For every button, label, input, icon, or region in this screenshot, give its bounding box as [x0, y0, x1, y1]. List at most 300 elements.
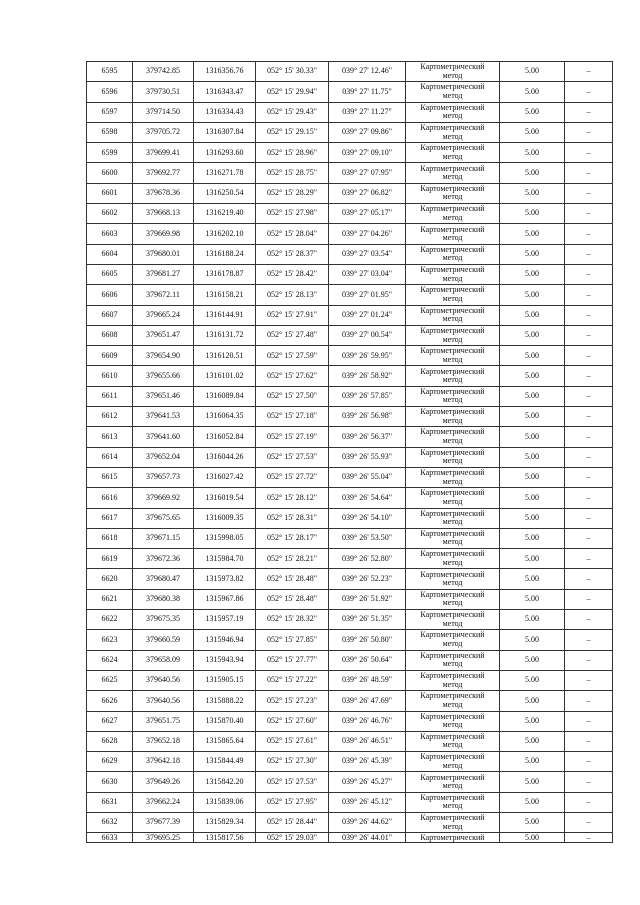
precision-cell: 5.00 [500, 122, 565, 142]
longitude-cell: 039° 27' 11.27" [329, 102, 406, 122]
method-line-1: Картометрический [420, 650, 485, 660]
method-cell [406, 508, 500, 528]
x-coordinate-cell: 379742.85 [133, 62, 194, 82]
point-number-cell: 6608 [87, 325, 133, 345]
method-line-2: метод [442, 557, 463, 567]
x-coordinate-cell: 379675.35 [133, 610, 194, 630]
longitude-cell: 039° 27' 11.75" [329, 82, 406, 102]
x-coordinate-cell: 379672.36 [133, 549, 194, 569]
latitude-cell: 052° 15' 27.30" [256, 752, 329, 772]
method-line-2: метод [442, 253, 463, 263]
precision-cell: 5.00 [500, 244, 565, 264]
latitude-cell: 052° 15' 27.77" [256, 650, 329, 670]
method-line-1: Картометрический [420, 711, 485, 721]
x-coordinate-cell: 379640.56 [133, 691, 194, 711]
longitude-cell: 039° 26' 58.92" [329, 366, 406, 386]
description-cell: – [565, 610, 613, 630]
y-coordinate-cell: 1315973.82 [194, 569, 256, 589]
latitude-cell: 052° 15' 29.94" [256, 82, 329, 102]
method-cell [406, 163, 500, 183]
method-line-2: метод [442, 192, 463, 202]
y-coordinate-cell: 1316188.24 [194, 244, 256, 264]
method-line-2: метод [442, 456, 463, 466]
method-line-1: Картометрический [420, 468, 485, 478]
description-cell: – [565, 731, 613, 751]
point-number-cell: 6600 [87, 163, 133, 183]
latitude-cell: 052° 15' 29.03" [256, 833, 329, 843]
table-row [87, 264, 613, 284]
method-line-1: Картометрический [420, 691, 485, 701]
latitude-cell: 052° 15' 27.53" [256, 447, 329, 467]
method-line-2: метод [442, 435, 463, 445]
x-coordinate-cell: 379681.27 [133, 264, 194, 284]
point-number-cell: 6621 [87, 589, 133, 609]
description-cell: – [565, 650, 613, 670]
x-coordinate-cell: 379654.90 [133, 346, 194, 366]
point-number-cell: 6626 [87, 691, 133, 711]
y-coordinate-cell: 1315817.56 [194, 833, 256, 843]
y-coordinate-cell: 1315842.20 [194, 772, 256, 792]
y-coordinate-cell: 1316356.76 [194, 62, 256, 82]
precision-cell: 5.00 [500, 447, 565, 467]
longitude-cell: 039° 26' 45.27" [329, 772, 406, 792]
description-cell: – [565, 163, 613, 183]
table-row [87, 833, 613, 843]
table-row [87, 244, 613, 264]
description-cell: – [565, 508, 613, 528]
method-cell [406, 224, 500, 244]
latitude-cell: 052° 15' 27.19" [256, 427, 329, 447]
method-line-1: Картометрический [420, 163, 485, 173]
y-coordinate-cell: 1316089.84 [194, 386, 256, 406]
latitude-cell: 052° 15' 27.62" [256, 366, 329, 386]
description-cell: – [565, 488, 613, 508]
precision-cell: 5.00 [500, 833, 565, 843]
point-number-cell: 6601 [87, 183, 133, 203]
method-line-2: метод [442, 720, 463, 730]
description-cell: – [565, 183, 613, 203]
method-line-1: Картометрический [420, 792, 485, 802]
precision-cell: 5.00 [500, 792, 565, 812]
description-cell: – [565, 143, 613, 163]
method-line-1: Картометрический [420, 447, 485, 457]
description-cell: – [565, 752, 613, 772]
longitude-cell: 039° 26' 54.10" [329, 508, 406, 528]
x-coordinate-cell: 379660.59 [133, 630, 194, 650]
method-line-1: Картометрический [420, 772, 485, 782]
longitude-cell: 039° 26' 48.59" [329, 670, 406, 690]
latitude-cell: 052° 15' 28.75" [256, 163, 329, 183]
method-cell [406, 812, 500, 832]
method-line-1: Картометрический [420, 224, 485, 234]
latitude-cell: 052° 15' 29.43" [256, 102, 329, 122]
method-line-1: Картометрический [420, 488, 485, 498]
table-row [87, 204, 613, 224]
method-line-1: Картометрический [420, 813, 485, 823]
description-cell: – [565, 670, 613, 690]
longitude-cell: 039° 26' 46.51" [329, 731, 406, 751]
coordinates-table [86, 61, 613, 843]
table-row [87, 305, 613, 325]
longitude-cell: 039° 26' 54.64" [329, 488, 406, 508]
x-coordinate-cell: 379672.11 [133, 285, 194, 305]
description-cell: – [565, 589, 613, 609]
method-line-2: метод [442, 233, 463, 243]
x-coordinate-cell: 379680.47 [133, 569, 194, 589]
longitude-cell: 039° 27' 06.82" [329, 183, 406, 203]
table-row [87, 630, 613, 650]
longitude-cell: 039° 26' 52.23" [329, 569, 406, 589]
point-number-cell: 6618 [87, 528, 133, 548]
latitude-cell: 052° 15' 28.42" [256, 264, 329, 284]
point-number-cell: 6622 [87, 610, 133, 630]
description-cell: – [565, 204, 613, 224]
y-coordinate-cell: 1315967.86 [194, 589, 256, 609]
table-row [87, 589, 613, 609]
x-coordinate-cell: 379662.24 [133, 792, 194, 812]
method-line-2: метод [442, 598, 463, 608]
latitude-cell: 052° 15' 29.15" [256, 122, 329, 142]
table-row [87, 508, 613, 528]
y-coordinate-cell: 1315984.70 [194, 549, 256, 569]
point-number-cell: 6597 [87, 102, 133, 122]
latitude-cell: 052° 15' 27.61" [256, 731, 329, 751]
method-line-2: метод [442, 111, 463, 121]
point-number-cell: 6613 [87, 427, 133, 447]
y-coordinate-cell: 1315957.19 [194, 610, 256, 630]
precision-cell: 5.00 [500, 488, 565, 508]
description-cell: – [565, 407, 613, 427]
latitude-cell: 052° 15' 28.13" [256, 285, 329, 305]
method-cell [406, 589, 500, 609]
description-cell: – [565, 62, 613, 82]
table-row [87, 346, 613, 366]
longitude-cell: 039° 26' 56.37" [329, 427, 406, 447]
precision-cell: 5.00 [500, 386, 565, 406]
table-row [87, 731, 613, 751]
x-coordinate-cell: 379652.18 [133, 731, 194, 751]
latitude-cell: 052° 15' 28.96" [256, 143, 329, 163]
method-line-1: Картометрический [420, 143, 485, 153]
method-cell [406, 549, 500, 569]
longitude-cell: 039° 26' 52.80" [329, 549, 406, 569]
description-cell: – [565, 82, 613, 102]
method-line-2: метод [442, 273, 463, 283]
table-row [87, 386, 613, 406]
point-number-cell: 6629 [87, 752, 133, 772]
table-row [87, 812, 613, 832]
table-row [87, 183, 613, 203]
method-line-1: Картометрический [420, 123, 485, 133]
x-coordinate-cell: 379678.36 [133, 183, 194, 203]
description-cell: – [565, 772, 613, 792]
method-line-2: метод [442, 638, 463, 648]
y-coordinate-cell: 1316064.35 [194, 407, 256, 427]
method-line-2: метод [442, 70, 463, 80]
latitude-cell: 052° 15' 27.72" [256, 467, 329, 487]
table-row [87, 224, 613, 244]
method-line-2: метод [442, 578, 463, 588]
longitude-cell: 039° 27' 01.95" [329, 285, 406, 305]
x-coordinate-cell: 379640.56 [133, 670, 194, 690]
table-row [87, 792, 613, 812]
point-number-cell: 6631 [87, 792, 133, 812]
method-line-2: метод [442, 314, 463, 324]
description-cell: – [565, 528, 613, 548]
x-coordinate-cell: 379677.39 [133, 812, 194, 832]
description-cell: – [565, 792, 613, 812]
table-row [87, 325, 613, 345]
precision-cell: 5.00 [500, 224, 565, 244]
method-line-2: метод [442, 131, 463, 141]
precision-cell: 5.00 [500, 366, 565, 386]
y-coordinate-cell: 1315943.94 [194, 650, 256, 670]
method-line-1: Картометрический [420, 833, 485, 843]
longitude-cell: 039° 27' 00.54" [329, 325, 406, 345]
point-number-cell: 6611 [87, 386, 133, 406]
point-number-cell: 6602 [87, 204, 133, 224]
method-cell [406, 62, 500, 82]
method-cell [406, 102, 500, 122]
method-line-1: Картометрический [420, 285, 485, 295]
table-body [87, 62, 613, 843]
method-line-2: метод [442, 334, 463, 344]
latitude-cell: 052° 15' 28.48" [256, 589, 329, 609]
method-cell [406, 82, 500, 102]
method-line-1: Картометрический [420, 244, 485, 254]
point-number-cell: 6596 [87, 82, 133, 102]
point-number-cell: 6599 [87, 143, 133, 163]
method-line-1: Картометрический [420, 549, 485, 559]
method-line-1: Картометрический [420, 407, 485, 417]
method-line-1: Картометрический [420, 528, 485, 538]
y-coordinate-cell: 1316343.47 [194, 82, 256, 102]
x-coordinate-cell: 379671.15 [133, 528, 194, 548]
point-number-cell: 6616 [87, 488, 133, 508]
precision-cell: 5.00 [500, 549, 565, 569]
description-cell: – [565, 224, 613, 244]
longitude-cell: 039° 26' 50.64" [329, 650, 406, 670]
method-cell [406, 752, 500, 772]
x-coordinate-cell: 379641.53 [133, 407, 194, 427]
method-cell [406, 244, 500, 264]
method-line-1: Картометрический [420, 265, 485, 275]
method-line-2: метод [442, 517, 463, 527]
method-cell [406, 346, 500, 366]
description-cell: – [565, 812, 613, 832]
method-cell [406, 447, 500, 467]
precision-cell: 5.00 [500, 650, 565, 670]
y-coordinate-cell: 1316178.87 [194, 264, 256, 284]
table-row [87, 427, 613, 447]
x-coordinate-cell: 379680.01 [133, 244, 194, 264]
precision-cell: 5.00 [500, 508, 565, 528]
latitude-cell: 052° 15' 27.60" [256, 711, 329, 731]
table-row [87, 752, 613, 772]
latitude-cell: 052° 15' 27.59" [256, 346, 329, 366]
x-coordinate-cell: 379705.72 [133, 122, 194, 142]
precision-cell: 5.00 [500, 346, 565, 366]
y-coordinate-cell: 1316219.40 [194, 204, 256, 224]
x-coordinate-cell: 379651.47 [133, 325, 194, 345]
method-cell [406, 670, 500, 690]
method-line-2: метод [442, 476, 463, 486]
x-coordinate-cell: 379669.92 [133, 488, 194, 508]
longitude-cell: 039° 26' 46.76" [329, 711, 406, 731]
latitude-cell: 052° 15' 27.48" [256, 325, 329, 345]
method-line-1: Картометрический [420, 386, 485, 396]
table-row [87, 549, 613, 569]
method-line-2: метод [442, 354, 463, 364]
description-cell: – [565, 244, 613, 264]
x-coordinate-cell: 379658.09 [133, 650, 194, 670]
precision-cell: 5.00 [500, 427, 565, 447]
latitude-cell: 052° 15' 28.48" [256, 569, 329, 589]
description-cell: – [565, 467, 613, 487]
method-line-1: Картометрический [420, 366, 485, 376]
precision-cell: 5.00 [500, 102, 565, 122]
method-line-2: метод [442, 699, 463, 709]
x-coordinate-cell: 379652.04 [133, 447, 194, 467]
method-line-1: Картометрический [420, 305, 485, 315]
table-row [87, 670, 613, 690]
method-line-1: Картометрический [420, 731, 485, 741]
x-coordinate-cell: 379730.51 [133, 82, 194, 102]
method-cell [406, 731, 500, 751]
method-cell [406, 143, 500, 163]
longitude-cell: 039° 26' 51.35" [329, 610, 406, 630]
point-number-cell: 6614 [87, 447, 133, 467]
point-number-cell: 6610 [87, 366, 133, 386]
description-cell: – [565, 366, 613, 386]
longitude-cell: 039° 27' 07.95" [329, 163, 406, 183]
point-number-cell: 6623 [87, 630, 133, 650]
method-cell [406, 366, 500, 386]
precision-cell: 5.00 [500, 772, 565, 792]
y-coordinate-cell: 1316027.42 [194, 467, 256, 487]
longitude-cell: 039° 27' 03.04" [329, 264, 406, 284]
method-cell [406, 610, 500, 630]
precision-cell: 5.00 [500, 407, 565, 427]
latitude-cell: 052° 15' 28.29" [256, 183, 329, 203]
longitude-cell: 039° 27' 05.17" [329, 204, 406, 224]
latitude-cell: 052° 15' 28.17" [256, 528, 329, 548]
point-number-cell: 6628 [87, 731, 133, 751]
latitude-cell: 052° 15' 28.21" [256, 549, 329, 569]
longitude-cell: 039° 26' 55.93" [329, 447, 406, 467]
precision-cell: 5.00 [500, 630, 565, 650]
description-cell: – [565, 285, 613, 305]
method-cell [406, 325, 500, 345]
method-cell [406, 528, 500, 548]
method-line-1: Картометрический [420, 569, 485, 579]
latitude-cell: 052° 15' 28.04" [256, 224, 329, 244]
y-coordinate-cell: 1316293.60 [194, 143, 256, 163]
point-number-cell: 6605 [87, 264, 133, 284]
table-row [87, 650, 613, 670]
x-coordinate-cell: 379655.66 [133, 366, 194, 386]
latitude-cell: 052° 15' 27.98" [256, 204, 329, 224]
method-line-1: Картометрический [420, 508, 485, 518]
method-line-2: метод [442, 293, 463, 303]
latitude-cell: 052° 15' 30.33" [256, 62, 329, 82]
description-cell: – [565, 630, 613, 650]
latitude-cell: 052° 15' 27.50" [256, 386, 329, 406]
longitude-cell: 039° 26' 53.50" [329, 528, 406, 548]
point-number-cell: 6606 [87, 285, 133, 305]
description-cell: – [565, 447, 613, 467]
y-coordinate-cell: 1316044.26 [194, 447, 256, 467]
point-number-cell: 6604 [87, 244, 133, 264]
description-cell: – [565, 264, 613, 284]
y-coordinate-cell: 1316019.54 [194, 488, 256, 508]
method-line-1: Картометрический [420, 630, 485, 640]
point-number-cell: 6598 [87, 122, 133, 142]
method-line-2: метод [442, 415, 463, 425]
y-coordinate-cell: 1315865.64 [194, 731, 256, 751]
description-cell: – [565, 691, 613, 711]
y-coordinate-cell: 1315829.34 [194, 812, 256, 832]
x-coordinate-cell: 379668.13 [133, 204, 194, 224]
precision-cell: 5.00 [500, 143, 565, 163]
longitude-cell: 039° 26' 44.62" [329, 812, 406, 832]
description-cell: – [565, 346, 613, 366]
x-coordinate-cell: 379657.73 [133, 467, 194, 487]
y-coordinate-cell: 1316158.21 [194, 285, 256, 305]
method-line-1: Картометрический [420, 610, 485, 620]
point-number-cell: 6595 [87, 62, 133, 82]
y-coordinate-cell: 1315905.15 [194, 670, 256, 690]
table-row [87, 82, 613, 102]
precision-cell: 5.00 [500, 325, 565, 345]
method-cell [406, 386, 500, 406]
method-line-2: метод [442, 212, 463, 222]
point-number-cell: 6620 [87, 569, 133, 589]
method-line-2: метод [442, 496, 463, 506]
longitude-cell: 039° 26' 45.12" [329, 792, 406, 812]
method-cell [406, 792, 500, 812]
latitude-cell: 052° 15' 27.22" [256, 670, 329, 690]
longitude-cell: 039° 26' 51.92" [329, 589, 406, 609]
longitude-cell: 039° 26' 55.04" [329, 467, 406, 487]
point-number-cell: 6625 [87, 670, 133, 690]
y-coordinate-cell: 1316144.91 [194, 305, 256, 325]
table-row [87, 143, 613, 163]
method-line-2: метод [442, 537, 463, 547]
method-line-2: метод [442, 659, 463, 669]
description-cell: – [565, 711, 613, 731]
precision-cell: 5.00 [500, 264, 565, 284]
x-coordinate-cell: 379651.75 [133, 711, 194, 731]
method-cell [406, 204, 500, 224]
method-line-1: Картометрический [420, 102, 485, 112]
method-line-2: метод [442, 760, 463, 770]
latitude-cell: 052° 15' 28.32" [256, 610, 329, 630]
description-cell: – [565, 305, 613, 325]
y-coordinate-cell: 1316271.78 [194, 163, 256, 183]
y-coordinate-cell: 1315839.06 [194, 792, 256, 812]
table-row [87, 610, 613, 630]
description-cell: – [565, 833, 613, 843]
latitude-cell: 052° 15' 28.12" [256, 488, 329, 508]
x-coordinate-cell: 379641.60 [133, 427, 194, 447]
precision-cell: 5.00 [500, 691, 565, 711]
description-cell: – [565, 386, 613, 406]
precision-cell: 5.00 [500, 731, 565, 751]
latitude-cell: 052° 15' 28.37" [256, 244, 329, 264]
longitude-cell: 039° 27' 09.10" [329, 143, 406, 163]
table-row [87, 691, 613, 711]
